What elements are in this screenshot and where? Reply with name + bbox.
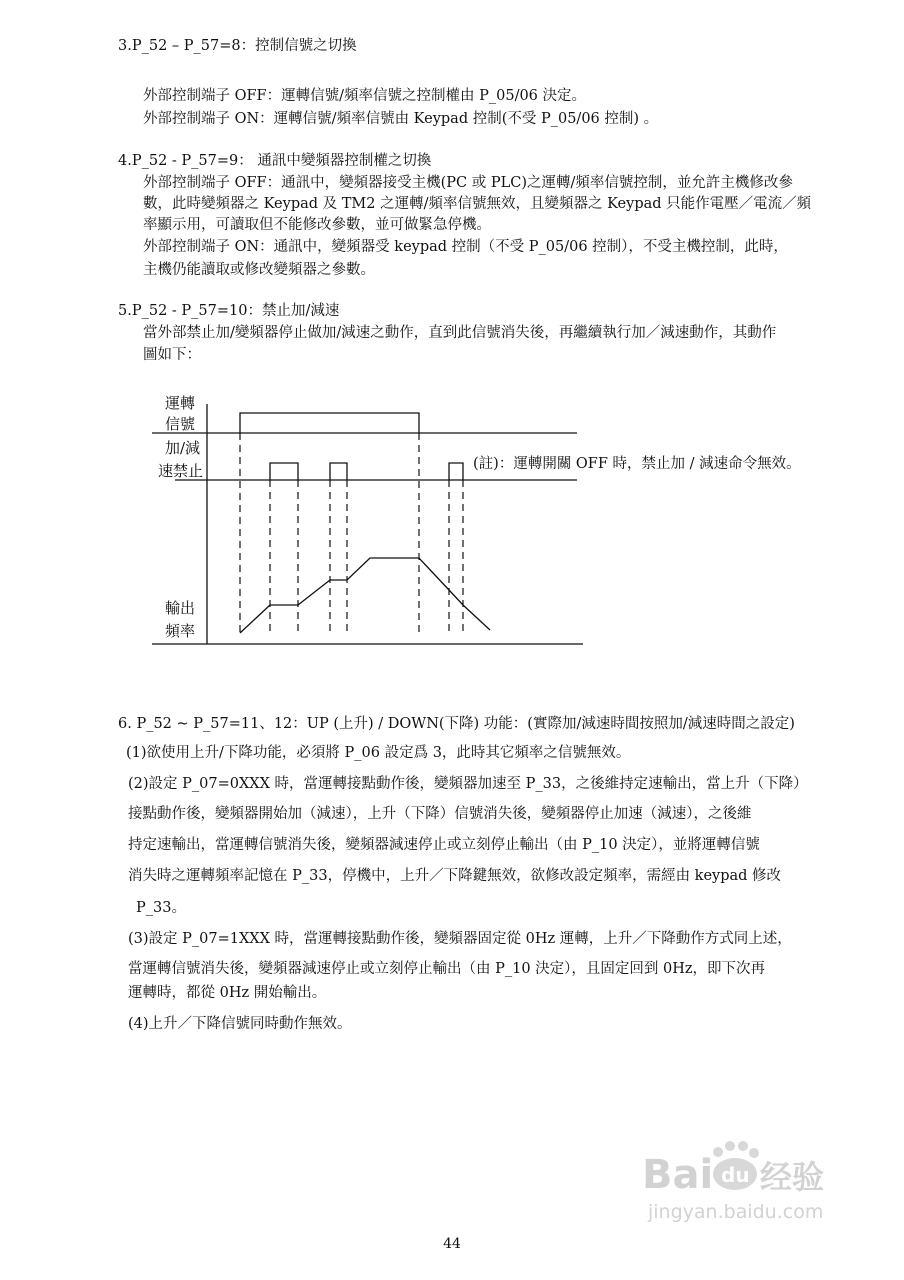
section-6-line-8: 當運轉信號消失後，變頻器減速停止或立刻停止輸出（由 P_10 決定），且固定回到 0Hz，即下次再: [128, 961, 766, 977]
section-4-heading: 4.P_52 - P_57=9： 通訊中變頻器控制權之切換: [118, 153, 432, 169]
freq-label-2: 頻率: [165, 622, 196, 640]
section-6-line-4: 持定速輸出，當運轉信號消失後，變頻器減速停止或立刻停止輸出（由 P_10 決定），並將運轉信號: [128, 837, 760, 853]
diagram-note: (註)：運轉開關 OFF 時，禁止加 / 減速命令無效。: [473, 456, 801, 472]
baidu-watermark: [640, 1138, 880, 1228]
watermark-paw-text: du: [721, 1163, 750, 1187]
run-signal-pulse: [240, 413, 419, 433]
section-6-line-7: (3)設定 P_07=1XXX 時，當運轉接點動作後，變頻器固定從 0Hz 運轉，上升／下降動作方式同上述，: [128, 931, 792, 947]
output-frequency-curve: [240, 558, 490, 633]
section-6-line-2: (2)設定 P_07=0XXX 時，當運轉接點動作後，變頻器加速至 P_33，之後維持定速輸出，當上升（下降）: [128, 776, 808, 792]
watermark-brand: Bai: [642, 1152, 714, 1198]
section-6-heading: 6. P_52 ~ P_57=11、12：UP (上升) / DOWN(下降) 功能：(實際加/減速時間按照加/減速時間之設定): [118, 716, 795, 732]
watermark-url: jingyan.baidu.com: [648, 1201, 824, 1223]
paw-icon: [713, 1141, 759, 1190]
section-3-line-1: 外部控制端子 OFF：運轉信號/頻率信號之控制權由 P_05/06 決定。: [143, 88, 587, 104]
section-6-line-3: 接點動作後，變頻器開始加（減速），上升（下降）信號消失後，變頻器停止加速（減速），之後維: [128, 806, 752, 822]
hold-label-2: 速禁止: [158, 462, 204, 480]
section-6-line-10: (4)上升／下降信號同時動作無效。: [128, 1016, 352, 1032]
run-label-2: 信號: [165, 415, 196, 433]
section-4-line-3: 率顯示用，可讀取但不能修改參數，並可做緊急停機。: [143, 217, 491, 233]
page-number: 44: [443, 1236, 461, 1252]
hold-label-1: 加/減: [165, 439, 201, 457]
section-6-line-9: 運轉時，都從 0Hz 開始輸出。: [128, 985, 327, 1001]
section-6-line-1: (1)欲使用上升/下降功能，必須將 P_06 設定爲 3，此時其它頻率之信號無效。: [126, 745, 631, 761]
hold-pulse-3: [449, 463, 463, 480]
watermark-brand-tail: 经验: [760, 1158, 825, 1196]
section-4-line-2: 數，此時變頻器之 Keypad 及 TM2 之運轉/頻率信號無效，且變頻器之 Keypad 只能作電壓／電流／頻: [143, 196, 812, 212]
section-6-line-5: 消失時之運轉頻率記憶在 P_33，停機中，上升／下降鍵無效，欲修改設定頻率，需經由 keypad 修改: [128, 868, 782, 884]
section-5-heading: 5.P_52 - P_57=10：禁止加/減速: [118, 303, 340, 319]
run-label-1: 運轉: [165, 394, 196, 412]
freq-label-1: 輸出: [165, 599, 196, 617]
section-4-line-5: 主機仍能讀取或修改變頻器之參數。: [143, 262, 375, 278]
section-3-heading: 3.P_52 – P_57=8：控制信號之切換: [118, 38, 357, 54]
hold-pulse-1: [270, 463, 298, 480]
hold-pulse-2: [330, 463, 347, 480]
section-5-line-2: 圖如下：: [143, 347, 201, 363]
section-6-line-6: P_33。: [136, 900, 186, 916]
section-5-line-1: 當外部禁止加/變頻器停止做加/減速之動作，直到此信號消失後，再繼續執行加／減速動作，其動作: [143, 325, 777, 341]
section-4-line-4: 外部控制端子 ON：通訊中，變頻器受 keypad 控制（不受 P_05/06 控制），不受主機控制，此時，: [143, 239, 788, 255]
section-4-line-1: 外部控制端子 OFF：通訊中，變頻器接受主機(PC 或 PLC)之運轉/頻率信號控制，並允許主機修改參: [143, 175, 793, 191]
section-3-line-2: 外部控制端子 ON：運轉信號/頻率信號由 Keypad 控制(不受 P_05/06 控制) 。: [143, 111, 659, 127]
